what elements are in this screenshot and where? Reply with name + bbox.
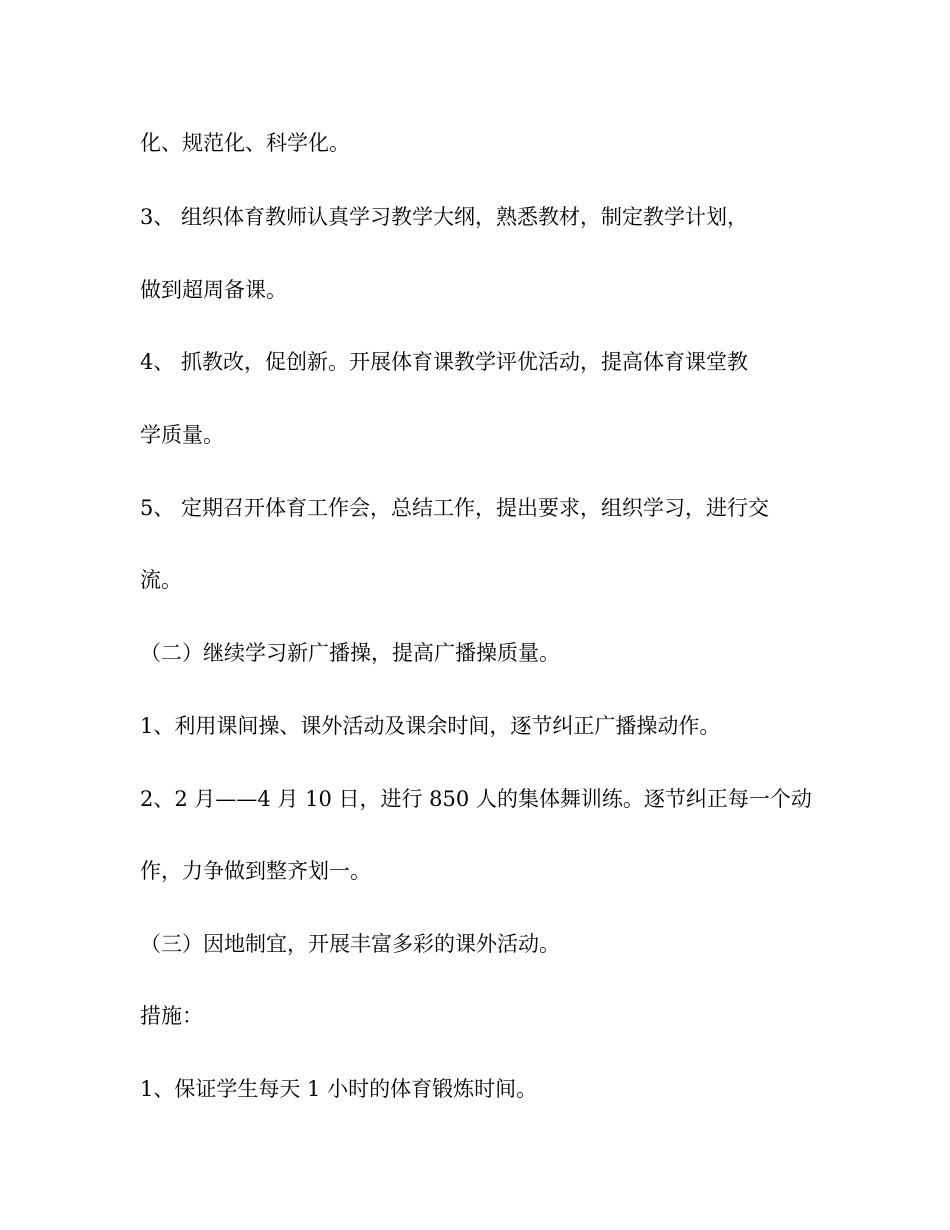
text-line: 3、 组织体育教师认真学习教学大纲，熟悉教材，制定教学计划， <box>140 205 749 229</box>
text-line: 流。 <box>140 568 182 592</box>
section-heading: （二）继续学习新广播操，提高广播操质量。 <box>140 641 560 665</box>
text-line: 做到超周备课。 <box>140 278 287 302</box>
text-line: 4、 抓教改，促创新。开展体育课教学评优活动，提高体育课堂教 <box>140 350 749 374</box>
section-heading: （三）因地制宜，开展丰富多彩的课外活动。 <box>140 932 560 956</box>
text-line: 措施： <box>140 1004 203 1028</box>
text-line: 1、保证学生每天 1 小时的体育锻炼时间。 <box>140 1077 538 1101</box>
text-line: 学质量。 <box>140 423 224 447</box>
text-line: 2、2 月——4 月 10 日，进行 850 人的集体舞训练。逐节纠正每一个动 <box>140 787 812 811</box>
text-line: 化、规范化、科学化。 <box>140 131 350 155</box>
text-line: 1、利用课间操、课外活动及课余时间，逐节纠正广播操动作。 <box>140 714 721 738</box>
text-line: 作，力争做到整齐划一。 <box>140 859 371 883</box>
text-line: 5、 定期召开体育工作会，总结工作，提出要求，组织学习，进行交 <box>140 496 770 520</box>
